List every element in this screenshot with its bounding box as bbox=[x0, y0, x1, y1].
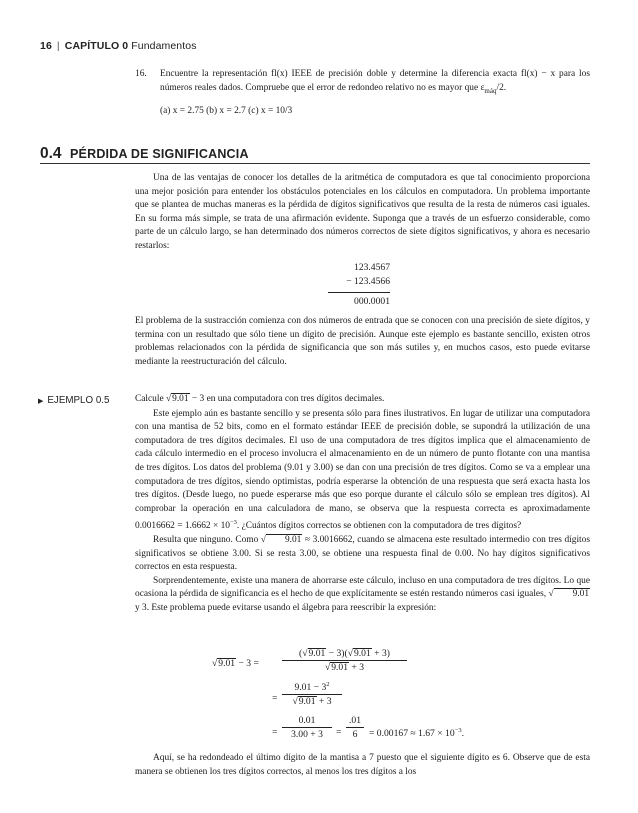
den-tail: + 3 bbox=[316, 696, 332, 708]
chapter-label: CAPÍTULO 0 bbox=[64, 40, 129, 52]
exercise-statement: Encuentre la representación fl(x) IEEE de precisión doble y determine la diferencia exacta fl(x) − x para los números reales dados. Compruebe que el error de redondeo relativo no es mayor que ε bbox=[160, 69, 590, 93]
equals-2: = bbox=[272, 693, 278, 704]
fraction-3-denominator: 3.00 + 3 bbox=[291, 729, 323, 740]
rationalization-equation bbox=[212, 644, 532, 754]
sqrt-value: 9.01 bbox=[298, 696, 316, 708]
sqrt-value: 9.01 bbox=[172, 394, 189, 404]
equation-result bbox=[369, 727, 464, 739]
fraction-2-numerator bbox=[282, 681, 342, 695]
fraction-4-denominator: 6 bbox=[352, 729, 358, 740]
result-end: . bbox=[461, 728, 464, 740]
body1-text: Este ejemplo aún es bastante sencillo y se presenta sólo para fines ilustrativos. En lugar de utilizar una computadora con una mantisa de 52 bits, como en el formato estándar IEEE de precisión doble, se supondrá la utilización de una computadora de tres dígitos decimales. El uso de una computadora de tres dígitos implica que el almacenamiento de cada cálculo intermedio en el proceso involucra el almacenamiento en de un número de punto flotante con una mantisa de tres dígitos. Los datos del problema (9.01 y 3.00) se dan con una precisión de tres dígitos. Como se va a emplear una computadora de tres dígitos, siendo optimistas, podría esperarse la obtención de una respuesta que será exacta hasta los tres dígitos. (Desde luego, no puede esperarse más que eso porque durante el cálculo sólo se emplean tres dígitos). Al comprobar la operación en una calculadora de mano, se observa que la respuesta correcta es aproximadamente 0.0016662 = 1.6662 × 10 bbox=[135, 408, 590, 532]
sqrt-value: 9.01 bbox=[266, 534, 302, 545]
den-tail: + 3 bbox=[349, 662, 365, 673]
paragraph-intro: Una de las ventajas de conocer los detalles de la aritmética de computadora es que tal conocimiento proporciona una mejor posición para entender los obstáculos potenciales en los cálculos en computadora. Un problema importante que se plantea de muchas maneras es la pérdida de dígitos significativos que resulta de la resta de números casi iguales. En su forma más simple, se trata de una afirmación evidente. Suponga que a través de un esfuerzo considerable, como parte de un cálculo largo, se han determinado dos números correctos de siete dígitos significativos, y ahora es necesario restarlos: bbox=[135, 173, 590, 251]
difference: 000.0001 bbox=[354, 296, 390, 307]
section-heading bbox=[40, 145, 590, 164]
example-paragraph-1 bbox=[135, 408, 590, 534]
equals-3: = bbox=[272, 727, 278, 738]
fraction-1 bbox=[282, 648, 407, 673]
intro-post: en una computadora con tres dígitos decimales. bbox=[204, 394, 385, 404]
fraction-4-numerator: .01 bbox=[346, 715, 364, 728]
example-label bbox=[38, 395, 109, 406]
num1-mid: − 3)( bbox=[326, 648, 348, 659]
num1-end: + 3) bbox=[371, 648, 390, 659]
page-number: 16 bbox=[40, 40, 52, 52]
minuend: 123.4567 bbox=[354, 262, 390, 273]
equation-lhs: √9.01 − 3 = bbox=[212, 658, 259, 669]
fraction-3-numerator: 0.01 bbox=[282, 715, 332, 728]
epsilon-tail: /2. bbox=[496, 83, 507, 93]
fraction-4 bbox=[346, 715, 364, 740]
header-separator: | bbox=[56, 40, 60, 52]
num2: 9.01 − 3 bbox=[294, 682, 327, 694]
lhs-tail: − 3 = bbox=[236, 658, 259, 669]
paragraph-subtraction: El problema de la sustracción comienza con dos números de entrada que se conocen con una precisión de siete dígitos, y termina con un resultado que sólo tiene un dígito de precisión. Aunque este ejemplo es bastante sencillo, existen otros problemas relacionados con la pérdida de significancia que son más sutiles y, en muchos casos, esto puede evitarse mediante la reestructuración del cálculo. bbox=[135, 316, 590, 367]
sqrt-value: 9.01 bbox=[353, 648, 371, 659]
fraction-3 bbox=[282, 715, 332, 740]
fraction-2 bbox=[282, 681, 342, 707]
fraction-2-denominator: √9.01 + 3 bbox=[292, 696, 332, 708]
paragraph-rounding: Aquí, se ha redondeado el último dígito de la mantisa a 7 puesto que el siguiente dígito es 6. Observe que de esta manera se obtienen los tres dígitos correctos, al menos los tres dígitos a los bbox=[135, 753, 590, 777]
result-text: = 0.00167 ≈ 1.67 × 10 bbox=[369, 728, 455, 740]
triangle-marker-icon: ▶ bbox=[38, 398, 44, 405]
paren-open: ( bbox=[299, 648, 303, 659]
body1-exponent: −3 bbox=[229, 519, 237, 527]
body2-pre: Resulta que ninguno. Como bbox=[153, 535, 261, 546]
exercise-options: (a) x = 2.75 (b) x = 2.7 (c) x = 10/3 bbox=[160, 105, 293, 116]
running-header bbox=[40, 40, 197, 52]
example-label-text: EJEMPLO 0.5 bbox=[47, 395, 110, 406]
example-intro: Calcule √9.01 − 3 en una computadora con tres dígitos decimales. bbox=[135, 394, 385, 404]
intro-mid: − 3 bbox=[189, 394, 205, 404]
section-title: PÉRDIDA DE SIGNIFICANCIA bbox=[70, 147, 249, 161]
section-number: 0.4 bbox=[40, 145, 62, 162]
example-paragraph-3: Sorprendentemente, existe una manera de ahorrarse este cálculo, incluso en una computadora de tres dígitos. Lo que ocasiona la pérdida de significancia es el hecho de que explícitamente se estén restando números casi iguales, √ 9.01 y 3. Este problema puede evitarse usando el álgebra para reescribir la expresión: bbox=[135, 575, 590, 614]
example-paragraph-2: Resulta que ninguno. Como √ 9.01 ≈ 3.0016662, cuando se almacena este resultado intermedio con tres dígitos significativos se obtiene 3.00. Si se resta 3.00, se obtiene una respuesta final de 0.00. No hay dígitos significativos correctos en esta respuesta. bbox=[135, 535, 590, 573]
subtraction-example bbox=[320, 261, 390, 309]
body1-tail: . ¿Cuántos dígitos correctos se obtienen con la computadora de tres dígitos? bbox=[236, 521, 522, 532]
sqrt-value: 9.01 bbox=[331, 662, 349, 673]
exercise-16 bbox=[135, 67, 590, 118]
sqrt-value: 9.01 bbox=[308, 648, 326, 659]
subtraction-rule bbox=[328, 292, 390, 293]
num2-exponent: 2 bbox=[326, 681, 330, 688]
result-exponent: −3 bbox=[454, 727, 462, 734]
sqrt-value: 9.01 bbox=[554, 588, 590, 599]
intro-pre: Calcule bbox=[135, 394, 166, 404]
equals-4: = bbox=[336, 727, 342, 738]
epsilon-subscript: máq bbox=[484, 86, 497, 95]
example-body bbox=[135, 393, 590, 616]
body3-mid: y 3. Este problema puede evitarse usando el álgebra para reescribir la expresión: bbox=[135, 603, 437, 614]
fraction-1-denominator: √9.01 + 3 bbox=[324, 662, 365, 673]
subtrahend: − 123.4566 bbox=[346, 276, 390, 287]
fraction-1-numerator: (√9.01 − 3)(√9.01 + 3) bbox=[282, 648, 407, 661]
body2-mid: ≈ 3.0016662, cuando se almacena este resultado intermedio con tres dígitos significativos se obtiene 3.00. Si se resta 3.00, se obtiene una respuesta final de 0.00. No hay dígitos significativos correctos en esta respuesta. bbox=[135, 535, 590, 573]
exercise-text bbox=[160, 67, 590, 98]
body3-pre: Sorprendentemente, existe una manera de ahorrarse este cálculo, incluso en una computadora de tres dígitos. Lo que ocasiona la pérdida de significancia es el hecho de que explícitamente se estén restando números casi iguales, bbox=[135, 575, 590, 600]
chapter-title: Fundamentos bbox=[131, 40, 197, 52]
sqrt-value: 9.01 bbox=[218, 658, 236, 669]
exercise-number: 16. bbox=[135, 69, 147, 79]
